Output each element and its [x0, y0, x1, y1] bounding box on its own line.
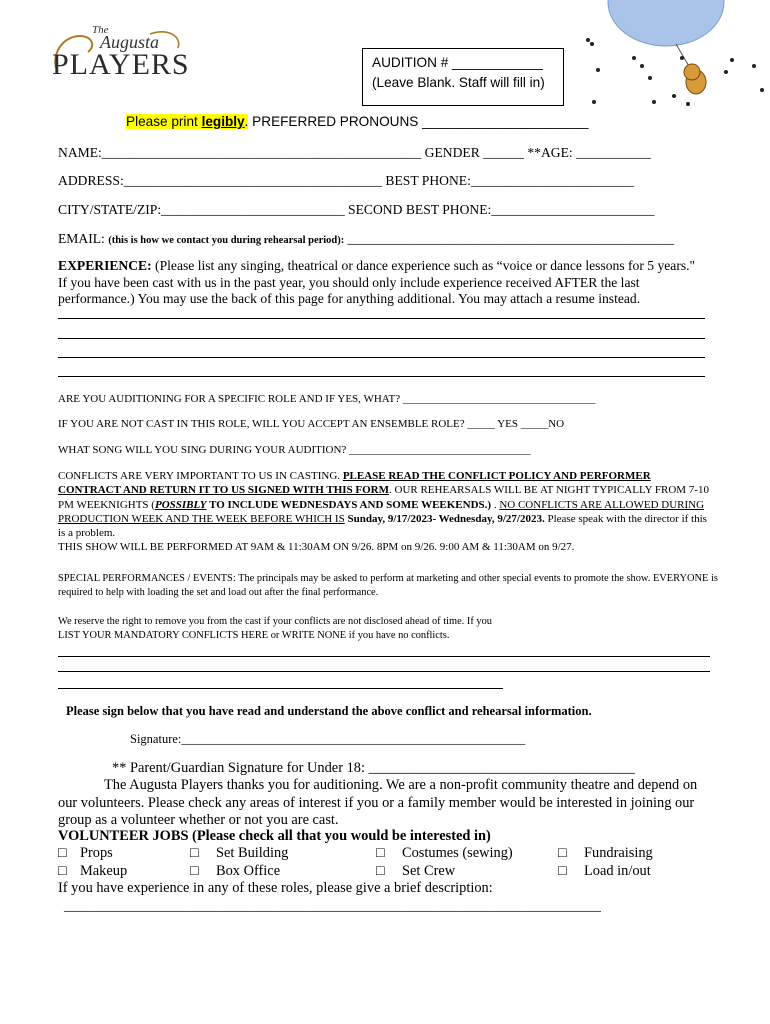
conflicts-weekends: TO INCLUDE WEDNESDAYS AND SOME WEEKENDS.)	[206, 498, 492, 511]
checkbox-load-in-out[interactable]: □	[558, 863, 567, 879]
print-legibly-line	[126, 114, 588, 129]
logo-the: The	[92, 24, 109, 36]
ensemble-role-question[interactable]: IF YOU ARE NOT CAST IN THIS ROLE, WILL YOU ACCEPT AN ENSEMBLE ROLE? _____ YES _____NO	[58, 418, 565, 430]
signature-field[interactable]: Signature:_______________________________________________________	[130, 732, 526, 746]
list-conflicts-text: LIST YOUR MANDATORY CONFLICTS HERE or WRITE NONE if you have no conflicts.	[58, 630, 450, 641]
experience-line-1[interactable]	[58, 318, 705, 319]
experience-roles-prompt: If you have experience in any of these roles, please give a brief description:	[58, 880, 493, 896]
job-makeup: Makeup	[80, 863, 128, 879]
conflicts-policy: PLEASE READ THE CONFLICT POLICY AND PERFORMER CONTRACT AND RETURN IT TO US SIGNED WITH THIS FORM	[58, 470, 651, 497]
conflicts-production-week: NO CONFLICTS ARE ALLOWED DURING PRODUCTION WEEK AND THE WEEK BEFORE WHICH IS	[58, 498, 705, 525]
job-fundraising: Fundraising	[584, 845, 653, 861]
conflicts-performance-times: THIS SHOW WILL BE PERFORMED AT 9AM & 11:30AM ON 9/26. 8PM on 9/26. 9:00 AM & 11:30AM on 9/27.	[58, 541, 575, 554]
email-note: (this is how we contact you during rehearsal period):	[108, 235, 345, 246]
print-please: Please print	[126, 114, 202, 129]
sign-below-note: Please sign below that you have read and understand the above conflict and rehearsal information.	[66, 704, 592, 718]
audition-song-question[interactable]: WHAT SONG WILL YOU SING DURING YOUR AUDITION? _________________________________	[58, 444, 531, 456]
logo-players: PLAYERS	[52, 48, 190, 81]
preferred-pronouns-field[interactable]: PREFERRED PRONOUNS ______________________	[248, 114, 589, 129]
conflicts-rehearsals: . OUR REHEARSALS WILL BE AT NIGHT TYPICALLY FROM 7-10 PM WEEKNIGHTS (	[58, 484, 709, 511]
thanks-paragraph: The Augusta Players thanks you for auditioning. We are a non-profit community theatre and depend on our volunteers. Please check any areas of interest if you or a family member would be interested in joining our group as a volunteer whether or not you are cast.	[58, 777, 698, 828]
job-set-crew: Set Crew	[402, 863, 456, 879]
job-load-in-out: Load in/out	[584, 863, 651, 879]
winnie-the-pooh-illustration	[578, 0, 770, 118]
job-costumes: Costumes (sewing)	[402, 845, 513, 861]
audition-staff-note: (Leave Blank. Staff will fill in)	[372, 75, 545, 90]
conflicts-dates: Sunday, 9/17/2023- Wednesday, 9/27/2023.	[344, 512, 545, 525]
specific-role-question[interactable]: ARE YOU AUDITIONING FOR A SPECIFIC ROLE AND IF YES, WHAT? ___________________________________	[58, 393, 596, 405]
audition-number-label: AUDITION # ____________	[372, 55, 543, 70]
conflicts-intro: CONFLICTS ARE VERY IMPORTANT TO US IN CASTING.	[58, 470, 343, 482]
conflicts-line-1[interactable]	[58, 656, 710, 657]
email-row[interactable]	[58, 231, 674, 247]
checkbox-set-building[interactable]: □	[190, 845, 199, 861]
email-label: EMAIL:	[58, 231, 109, 246]
experience-label: EXPERIENCE:	[58, 258, 152, 273]
logo	[50, 22, 190, 82]
print-dot: .	[244, 114, 249, 129]
email-line[interactable]: ________________________________________________	[344, 231, 674, 246]
volunteer-jobs-title: VOLUNTEER JOBS (Please check all that you would be interested in)	[58, 828, 491, 844]
experience-line-3[interactable]	[58, 357, 705, 358]
special-events-paragraph: SPECIAL PERFORMANCES / EVENTS: The principals may be asked to perform at marketing and other special events to promote the show. EVERYONE is required to help with loading the set and load out after the final performance.	[58, 573, 718, 599]
checkbox-costumes[interactable]: □	[376, 845, 385, 861]
job-box-office: Box Office	[216, 863, 281, 879]
conflicts-sep: .	[491, 498, 500, 511]
balloon-bear-icon	[578, 0, 770, 118]
experience-paragraph	[58, 258, 706, 308]
city-second-phone-row[interactable]: CITY/STATE/ZIP:___________________________ SECOND BEST PHONE:________________________	[58, 202, 655, 217]
address-phone-row[interactable]: ADDRESS:______________________________________ BEST PHONE:________________________	[58, 173, 635, 188]
conflicts-paragraph	[58, 469, 713, 555]
experience-line-4[interactable]	[58, 376, 705, 377]
experience-text: (Please list any singing, theatrical or dance experience such as “voice or dance lessons for 5 years." If you have been cast with us in the past year, you should only include experience received AFTER the last performance.) You may use the back of this page for anything additional. You may attach a resume instead.	[58, 258, 696, 306]
conflicts-line-3[interactable]	[58, 688, 503, 689]
job-set-building: Set Building	[216, 845, 289, 861]
logo-augusta: Augusta	[100, 32, 160, 52]
name-gender-age-row[interactable]: NAME:_______________________________________________ GENDER ______ **AGE: ___________	[58, 145, 651, 160]
conflicts-possibly: POSSIBLY	[154, 498, 207, 511]
checkbox-set-crew[interactable]: □	[376, 863, 385, 879]
checkbox-box-office[interactable]: □	[190, 863, 199, 879]
job-props: Props	[80, 845, 113, 861]
checkbox-makeup[interactable]: □	[58, 863, 67, 879]
reserve-right-text: We reserve the right to remove you from the cast if your conflicts are not disclosed ahead of time. If you	[58, 616, 492, 627]
role-description-field[interactable]: _______________________________________________________________________________	[64, 898, 601, 913]
experience-line-2[interactable]	[58, 338, 705, 339]
checkbox-props[interactable]: □	[58, 845, 67, 861]
conflicts-speak-director: Please speak with the director if this is a problem.	[58, 512, 707, 540]
print-legibly: legibly	[201, 114, 245, 129]
checkbox-fundraising[interactable]: □	[558, 845, 567, 861]
conflicts-line-2[interactable]	[58, 671, 710, 672]
guardian-signature-field[interactable]: ** Parent/Guardian Signature for Under 18: _____________________________________	[112, 760, 635, 776]
